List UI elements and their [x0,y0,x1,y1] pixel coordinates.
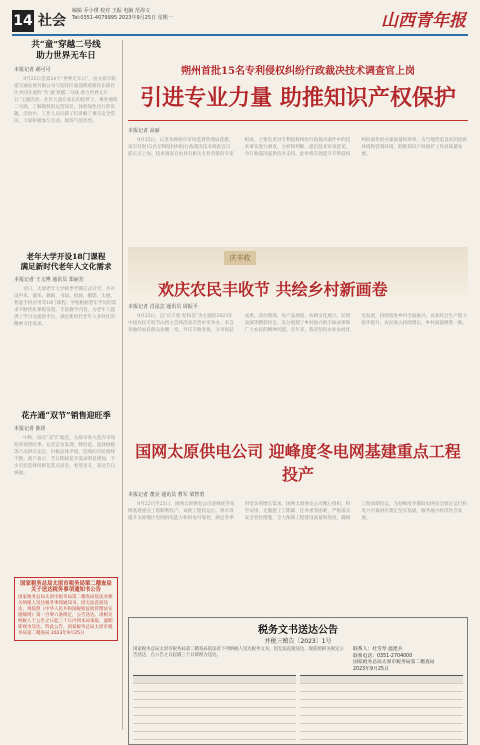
headline-rule [128,120,468,121]
byline: 本报记者 董亮 通讯员 曹军 梁智勇 [128,492,205,498]
table-row [300,676,463,684]
masthead-logo: 山西青年报 [381,11,466,31]
article-title-senior-university: 老年大学开设18门课程 满足新时代老年人文化需求 [20,252,112,271]
table-contact: 联系人：杜雪琴 温建兵 联系电话：0351-2704000 国家税务总局太原市税务局第二稽查局 2023年9月25日 [353,647,435,672]
table-row [133,676,296,684]
byline: 本报记者 王文博 通讯员 郑丽芳 [14,277,84,283]
table-row [133,700,296,708]
banner-lantern: 庆丰收 [224,251,256,265]
table-row [133,684,296,692]
table-subtitle: 并税三稽告〔2023〕1号 [264,638,332,645]
byline: 本报记者 郝可可 [14,67,51,73]
editors-info: 编辑 乔小璞 校对 王振 电脑 范海文 Tel:0351-4079995 2023年9月25日 星期一 [72,8,173,21]
table-row [133,732,296,740]
article-title-power-grid: 国网太原供电公司 迎峰度冬电网基建重点工程投产 [135,442,461,484]
byline: 本报记者 高丽 [128,128,160,134]
page-header [0,0,480,36]
table-row [300,700,463,708]
table-grid [129,675,467,744]
article-title-harvest-festival: 欢庆农民丰收节 共绘乡村新画卷 [158,280,388,299]
table-row [300,724,463,732]
byline: 本报记者 肖泓芸 通讯员 周振平 [128,304,198,310]
left-column [14,40,118,730]
table-intro: 国家税务总局太原市税务局第二稽查局依法对下列纳税人送达税务文书，因无法直接送达，现依照相关规定公告送达，自公告之日起满三十日即视为送达。 [133,647,344,658]
table-row [300,684,463,692]
article-body: 中秋、国庆“双节”临近，太原市各大花卉市场迎来销售旺季。记者走访发现，鲜切花、盆栽绿植等产品供应充足，价格总体平稳，选购的市民络绎不绝。商户表示，节日期间花卉需求明显增加，不少市民选择用鲜花装点居室、看望亲友，表达节日祝福。 [14,436,116,476]
table-half-right [300,675,463,740]
header-rule [12,34,468,36]
table-row [133,716,296,724]
byline: 本报记者 陈彤 [14,426,46,432]
table-row [133,692,296,700]
notice-title: 国家税务总局太原市税务局第二稽查局关于送达税务事项通知书公告 [20,581,112,593]
table-title: 税务文书送达公告 [258,625,338,636]
article-body: 近日，太原老年大学秋季学期正式开学，共开设声乐、器乐、舞蹈、书法、绘画、摄影、太极、智能手机应用等18门课程。学校根据老年学员的需求不断优化课程设置，丰富教学内容，为老年人提供了学习交流的平台，满足新时代老年人多样化的精神文化需求。 [14,287,117,327]
table-row [300,716,463,724]
harvest-article-body: 9月23日，以“庆丰收 促和美”为主题的2023年中国农民丰收节山西主会场活动在晋中市举办。来自各地的农民群众欢聚一堂，共庆丰收喜悦，分享收获成果。活动现场，农产品展销、农耕文化展示、民俗表演等精彩纷呈，充分展现了乡村振兴的丰硕成果和广大农民的精神风貌。近年来，我省坚持农业农村优先发展，持续推进乡村全面振兴，农业综合生产能力稳步提升，农民收入持续增长，乡村面貌焕然一新。 [128,314,467,333]
article-title-flower-sales: 花卉通“双节”销售迎旺季 [21,410,111,420]
table-row [300,692,463,700]
table-row [300,732,463,740]
lead-kicker: 朔州首批15名专利侵权纠纷行政裁决技术调查官上岗 [181,66,415,77]
section-title: 社会 [38,13,66,29]
tax-document-table [128,617,468,745]
notice-body: 国家税务总局太原市税务局第二稽查局依法对相关纳税人送达税务事项通知书，因无法直接送达，现依照《中华人民共和国税收征收管理法实施细则》第一百零六条规定，公告送达。请相关纳税人于公告之日起三十日内到本局领取，逾期即视为送达。特此公告。国家税务总局太原市税务局第二稽查局 2023年9月25日 [18,595,113,636]
lead-headline: 引进专业力量 助推知识产权保护 [140,85,456,111]
lead-article-body: 9月25日，记者从朔州市市场监督管理局获悉，该市首批15名专利侵权纠纷行政裁决技术调查官日前正式上岗。技术调查官由具有相关专业背景的专家组成，主要负责对专利侵权纠纷行政裁决案件中的技术事实进行调查、分析和判断，提出技术审查意见，为行政裁决提供技术支持。此举将有效提升专利侵权纠纷案件的办案质量和效率，为当地营造良好的创新环境和营商环境，助推知识产权保护工作高质量发展。 [128,138,467,157]
table-row [133,724,296,732]
main-column [128,40,468,730]
tax-notice-box [14,577,118,641]
article-title-bus-day: 共“童”穿越二号线 助力世界无车日 [31,40,101,61]
article-body: 9月22日是第24个“世界无车日”，由太原市轨道交通发展有限公司与迎泽区庙前街道新民东街社区共同开展的“共‘童’穿越二号线 助力世界无车日”主题活动。社区儿童在家长的陪伴下，乘坐地铁二号线，了解地铁的运营知识，体验绿色出行的乐趣。活动中，工作人员向孩子们讲解了乘车安全常识，大家积极参与互动，现场气氛热烈。 [14,77,118,124]
column-divider [122,40,123,730]
table-half-left [133,675,296,740]
power-article-body: 9月22日至23日，国网太原供电公司迎峰度冬电网基建重点工程顺利投产。该批工程投运后，将有效提升太原地区电网供电能力和供电可靠性，满足冬季用电负荷增长需求。国网太原供电公司精心组织、科学安排，克服施工工期紧、任务重等困难，严格落实安全管控措施，全力保障工程建设质量和进度，确保工程如期投运，为迎峰度冬期间电网安全稳定运行和电力可靠供应奠定坚实基础，服务地方经济社会发展。 [128,502,467,521]
table-row [133,708,296,716]
table-row [300,708,463,716]
harvest-banner [128,247,468,299]
page-number: 14 [12,10,34,32]
